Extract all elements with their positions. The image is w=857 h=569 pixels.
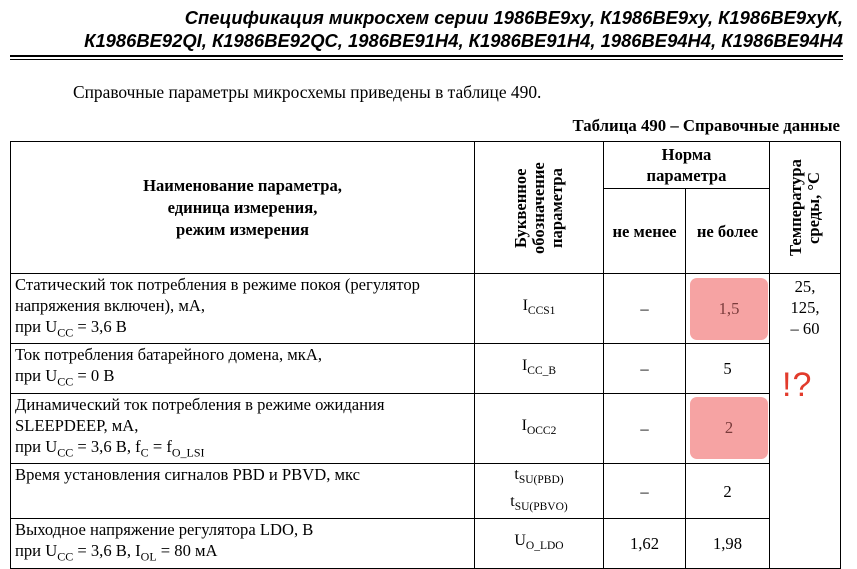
param-name: Выходное напряжение регулятора LDO, В при $U_{CC} = 3,6$ В, $I_{OL} = 80$ мА [11,519,475,568]
param-max: 2 [686,463,770,518]
header-symbol: Буквенное обозначение параметра [475,142,604,274]
question-annotation: !? [782,366,813,404]
param-min: – [604,463,686,518]
param-max: 5 [686,344,770,393]
header-max: не более [686,189,770,274]
table-row [11,344,841,393]
param-name: Время установления сигналов PBD и PBVD, мкс [11,463,475,518]
param-symbol: $U_{O\_LDO}$ [475,519,604,568]
table-row [11,393,841,463]
param-name: Ток потребления батарейного домена, мкА, при $U_{CC} = 0$ В [11,344,475,393]
header-rule-thin [10,59,843,60]
table-row [11,463,841,518]
param-symbol: $t_{SU(PBD)}$ $t_{SU(PBVO)}$ [475,463,604,518]
header-norm: Норма параметра [604,142,770,189]
param-max: 1,98 [686,519,770,568]
highlight-mark: 2 [690,397,768,459]
highlight-mark: 1,5 [690,278,768,340]
param-min: – [604,393,686,463]
table-row [11,274,841,344]
intro-paragraph: Справочные параметры микросхемы приведены в таблице 490. [73,82,542,102]
header-rule-thick [10,55,843,57]
param-symbol: $I_{OCC2}$ [475,393,604,463]
param-symbol: $I_{CC\_B}$ [475,344,604,393]
param-name: Статический ток потребления в режиме покоя (регулятор напряжения включен), мА, при $U_{CC} = 3,6$ В [11,274,475,344]
param-name: Динамический ток потребления в режиме ожидания SLEEPDEEP, мА, при $U_{CC} = 3,6$ В, $f_C = f_{O\_LSI}$ [11,393,475,463]
param-min: 1,62 [604,519,686,568]
reference-data-table [10,141,841,569]
param-max [686,274,770,344]
table-caption: Таблица 490 – Справочные данные [572,116,840,135]
header-min: не менее [604,189,686,274]
document-header [3,6,843,52]
header-line-1: Спецификация микросхем серии 1986ВЕ9ху, К1986ВЕ9ху, К1986ВЕ9хуК, [184,7,843,28]
param-temperature: 25, 125, – 60 [770,274,841,569]
header-temperature: Температура среды, °С [770,142,841,274]
header-parameter-name: Наименование параметра, единица измерения, режим измерения [11,142,475,274]
param-min: – [604,344,686,393]
param-max [686,393,770,463]
header-line-2: К1986ВЕ92QI, К1986ВЕ92QC, 1986ВЕ91Н4, К1986ВЕ91Н4, 1986ВЕ94Н4, К1986ВЕ94Н4 [84,30,843,51]
param-min: – [604,274,686,344]
param-symbol: $I_{CCS1}$ [475,274,604,344]
table-row [11,519,841,568]
